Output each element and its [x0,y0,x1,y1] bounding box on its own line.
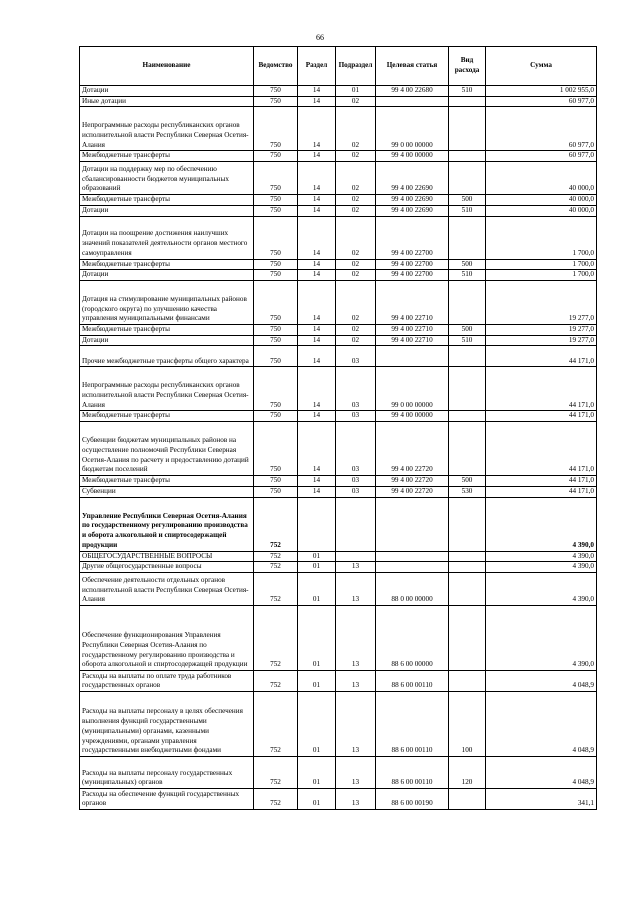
table-row [80,692,597,757]
cell-sum: 40 000,0 [486,205,597,216]
cell-razd: 01 [298,692,336,757]
cell-podr: 02 [336,259,376,270]
cell-razd: 14 [298,216,336,259]
cell-razd: 14 [298,162,336,195]
cell-podr: 02 [336,281,376,325]
cell-ved: 750 [254,96,298,107]
cell-vr [449,671,486,692]
cell-cs: 99 4 00 22690 [376,205,449,216]
cell-podr [336,497,376,551]
cell-ved: 750 [254,281,298,325]
cell-cs: 99 4 00 22690 [376,195,449,206]
cell-cs: 99 4 00 22720 [376,486,449,497]
cell-sum: 4 390,0 [486,551,597,562]
cell-podr: 02 [336,107,376,151]
cell-name: Расходы на выплаты персоналу государственных (муниципальных) органов [80,757,254,789]
cell-razd: 14 [298,325,336,336]
cell-podr: 03 [336,476,376,487]
cell-ved: 750 [254,162,298,195]
table-row [80,162,597,195]
cell-sum: 60 977,0 [486,151,597,162]
cell-vr: 500 [449,476,486,487]
table-row [80,281,597,325]
cell-sum: 4 390,0 [486,562,597,573]
cell-cs: 88 0 00 00000 [376,573,449,606]
cell-razd: 01 [298,573,336,606]
cell-name: Расходы на выплаты персоналу в целях обеспечения выполнения функций государственными (муниципальными) органами, казенными учреждениями, органами управления государственными внебюджетными фондами [80,692,254,757]
cell-sum: 60 977,0 [486,96,597,107]
cell-cs: 88 6 00 00110 [376,757,449,789]
cell-podr: 02 [336,195,376,206]
cell-podr: 13 [336,606,376,671]
cell-name: Межбюджетные трансферты [80,476,254,487]
cell-razd: 14 [298,346,336,367]
cell-cs: 99 0 00 00000 [376,107,449,151]
table-header-row [80,47,597,86]
cell-podr [336,551,376,562]
cell-ved: 750 [254,270,298,281]
table-row [80,606,597,671]
cell-ved: 750 [254,367,298,411]
cell-name: ОБЩЕГОСУДАРСТВЕННЫЕ ВОПРОСЫ [80,551,254,562]
cell-ved: 752 [254,789,298,810]
cell-name: Дотации на поддержку мер по обеспечению сбалансированности бюджетов муниципальных образований [80,162,254,195]
cell-name: Дотации [80,86,254,97]
table-row [80,96,597,107]
cell-sum: 19 277,0 [486,325,597,336]
cell-ved: 752 [254,671,298,692]
cell-razd: 14 [298,107,336,151]
table-row [80,195,597,206]
cell-podr: 13 [336,789,376,810]
table-row [80,151,597,162]
cell-vr: 510 [449,205,486,216]
cell-vr [449,367,486,411]
cell-name: Межбюджетные трансферты [80,411,254,422]
cell-cs [376,346,449,367]
cell-podr: 02 [336,162,376,195]
cell-vr [449,411,486,422]
cell-razd: 14 [298,486,336,497]
table-row [80,562,597,573]
cell-ved: 750 [254,422,298,476]
cell-cs: 88 6 00 00110 [376,671,449,692]
column-header-name: Наименование [80,47,254,86]
cell-name: Дотации [80,335,254,346]
cell-ved: 750 [254,259,298,270]
cell-name: Межбюджетные трансферты [80,325,254,336]
cell-podr: 03 [336,367,376,411]
cell-name: Управление Республики Северная Осетия-Алания по государственному регулированию производства и оборота алкогольной и спиртосодержащей продукции [80,497,254,551]
cell-cs: 88 6 00 00190 [376,789,449,810]
cell-razd: 14 [298,86,336,97]
cell-ved: 750 [254,107,298,151]
cell-vr: 510 [449,270,486,281]
cell-ved: 752 [254,606,298,671]
cell-sum: 4 048,9 [486,692,597,757]
cell-razd [298,497,336,551]
cell-sum: 19 277,0 [486,335,597,346]
cell-cs [376,497,449,551]
cell-sum: 4 390,0 [486,606,597,671]
cell-razd: 01 [298,757,336,789]
table-row [80,346,597,367]
cell-vr: 530 [449,486,486,497]
cell-sum: 4 390,0 [486,497,597,551]
cell-sum: 1 002 955,0 [486,86,597,97]
cell-name: Дотации [80,270,254,281]
cell-name: Субвенции бюджетам муниципальных районов на осуществление полномочий Республики Северная Осетия-Алания по расчету и предоставлению дотаций бюджетам поселений [80,422,254,476]
cell-ved: 752 [254,692,298,757]
cell-ved: 750 [254,335,298,346]
cell-cs: 99 4 00 00000 [376,411,449,422]
table-row [80,86,597,97]
table-row [80,486,597,497]
cell-sum: 40 000,0 [486,162,597,195]
cell-name: Обеспечение функционирования Управления Республики Северная Осетия-Алания по государственному регулированию производства и оборота алкогольной и спиртосодержащей продукции [80,606,254,671]
cell-ved: 750 [254,205,298,216]
cell-ved: 750 [254,346,298,367]
cell-sum: 1 700,0 [486,270,597,281]
cell-vr [449,422,486,476]
cell-cs: 99 4 00 22700 [376,259,449,270]
cell-razd: 01 [298,551,336,562]
cell-vr: 500 [449,325,486,336]
column-header-razd: Раздел [298,47,336,86]
table-row [80,411,597,422]
table-row [80,497,597,551]
cell-cs: 99 4 00 22710 [376,281,449,325]
cell-name: Межбюджетные трансферты [80,195,254,206]
table-row [80,325,597,336]
cell-podr: 01 [336,86,376,97]
cell-sum: 44 171,0 [486,422,597,476]
cell-podr: 02 [336,325,376,336]
cell-vr [449,162,486,195]
cell-sum: 4 048,9 [486,757,597,789]
table-row [80,367,597,411]
cell-ved: 750 [254,195,298,206]
cell-razd: 14 [298,422,336,476]
table-row [80,757,597,789]
cell-name: Дотация на стимулирование муниципальных районов (городского округа) по улучшению качества управления муниципальными финансами [80,281,254,325]
cell-razd: 14 [298,270,336,281]
cell-name: Прочие межбюджетные трансферты общего характера [80,346,254,367]
cell-name: Расходы на выплаты по оплате труда работников государственных органов [80,671,254,692]
cell-vr [449,562,486,573]
cell-sum: 341,1 [486,789,597,810]
table-row [80,551,597,562]
cell-razd: 01 [298,562,336,573]
table-body [80,86,597,810]
cell-podr: 02 [336,270,376,281]
cell-name: Субвенции [80,486,254,497]
cell-ved: 750 [254,151,298,162]
cell-name: Иные дотации [80,96,254,107]
cell-ved: 752 [254,573,298,606]
table-row [80,205,597,216]
cell-sum: 40 000,0 [486,195,597,206]
cell-name: Обеспечение деятельности отдельных органов исполнительной власти Республики Северная Осетия-Алания [80,573,254,606]
cell-ved: 750 [254,486,298,497]
cell-podr: 02 [336,96,376,107]
cell-podr: 03 [336,486,376,497]
cell-cs [376,551,449,562]
cell-razd: 14 [298,195,336,206]
cell-name: Другие общегосударственные вопросы [80,562,254,573]
cell-cs: 99 4 00 22720 [376,476,449,487]
cell-cs: 88 6 00 00110 [376,692,449,757]
cell-podr: 13 [336,692,376,757]
table-row [80,476,597,487]
cell-sum: 1 700,0 [486,216,597,259]
table-row [80,259,597,270]
cell-vr [449,107,486,151]
cell-podr: 13 [336,757,376,789]
cell-sum: 4 048,9 [486,671,597,692]
cell-name: Межбюджетные трансферты [80,259,254,270]
cell-razd: 14 [298,367,336,411]
cell-vr: 100 [449,692,486,757]
cell-vr [449,551,486,562]
cell-name: Дотации [80,205,254,216]
cell-ved: 750 [254,411,298,422]
cell-cs: 99 4 00 22720 [376,422,449,476]
cell-podr: 02 [336,216,376,259]
cell-vr [449,789,486,810]
cell-ved: 750 [254,86,298,97]
cell-vr [449,606,486,671]
cell-podr: 13 [336,562,376,573]
cell-ved: 750 [254,325,298,336]
cell-vr: 120 [449,757,486,789]
cell-cs: 99 4 00 22710 [376,335,449,346]
cell-cs: 99 4 00 22680 [376,86,449,97]
cell-podr: 02 [336,151,376,162]
table-row [80,335,597,346]
cell-name: Непрограммные расходы республиканских органов исполнительной власти Республики Северная Осетия-Алания [80,107,254,151]
cell-cs: 99 4 00 22710 [376,325,449,336]
cell-razd: 14 [298,281,336,325]
table-row [80,107,597,151]
budget-table [79,46,597,810]
cell-sum: 44 171,0 [486,476,597,487]
table-row [80,216,597,259]
cell-vr [449,151,486,162]
cell-vr: 510 [449,86,486,97]
cell-ved: 752 [254,551,298,562]
cell-razd: 01 [298,671,336,692]
cell-cs: 99 4 00 00000 [376,151,449,162]
column-header-podr: Подраздел [336,47,376,86]
cell-razd: 14 [298,205,336,216]
table-row [80,671,597,692]
cell-razd: 14 [298,411,336,422]
cell-sum: 4 390,0 [486,573,597,606]
column-header-ved: Ведомство [254,47,298,86]
cell-cs: 99 4 00 22700 [376,216,449,259]
cell-podr: 03 [336,411,376,422]
cell-vr [449,497,486,551]
cell-razd: 14 [298,476,336,487]
cell-vr [449,216,486,259]
cell-ved: 750 [254,476,298,487]
cell-razd: 01 [298,789,336,810]
cell-name: Дотации на поощрение достижения наилучших значений показателей деятельности органов местного самоуправления [80,216,254,259]
cell-vr [449,346,486,367]
cell-vr: 500 [449,259,486,270]
table-row [80,789,597,810]
cell-cs [376,562,449,573]
cell-name: Непрограммные расходы республиканских органов исполнительной власти Республики Северная Осетия-Алания [80,367,254,411]
column-header-target: Целевая статья [376,47,449,86]
cell-cs [376,96,449,107]
table-row [80,422,597,476]
column-header-sum: Сумма [486,47,597,86]
cell-sum: 44 171,0 [486,411,597,422]
cell-cs: 99 0 00 00000 [376,367,449,411]
cell-sum: 44 171,0 [486,346,597,367]
cell-name: Расходы на обеспечение функций государственных органов [80,789,254,810]
cell-ved: 752 [254,497,298,551]
cell-razd: 14 [298,335,336,346]
cell-sum: 1 700,0 [486,259,597,270]
table-row [80,270,597,281]
cell-razd: 14 [298,96,336,107]
cell-podr: 02 [336,205,376,216]
cell-sum: 60 977,0 [486,107,597,151]
cell-name: Межбюджетные трансферты [80,151,254,162]
cell-vr [449,96,486,107]
cell-cs: 88 6 00 00000 [376,606,449,671]
cell-cs: 99 4 00 22700 [376,270,449,281]
cell-vr [449,281,486,325]
cell-razd: 14 [298,151,336,162]
cell-razd: 14 [298,259,336,270]
cell-vr [449,573,486,606]
cell-ved: 752 [254,562,298,573]
cell-podr: 03 [336,346,376,367]
cell-sum: 44 171,0 [486,367,597,411]
column-header-type: Вид расхода [449,47,486,86]
table-row [80,573,597,606]
cell-ved: 750 [254,216,298,259]
cell-podr: 13 [336,573,376,606]
cell-sum: 19 277,0 [486,281,597,325]
cell-vr: 500 [449,195,486,206]
cell-podr: 03 [336,422,376,476]
cell-razd: 01 [298,606,336,671]
cell-ved: 752 [254,757,298,789]
cell-sum: 44 171,0 [486,486,597,497]
cell-podr: 13 [336,671,376,692]
cell-cs: 99 4 00 22690 [376,162,449,195]
page-number: 66 [316,33,324,42]
cell-vr: 510 [449,335,486,346]
cell-podr: 02 [336,335,376,346]
